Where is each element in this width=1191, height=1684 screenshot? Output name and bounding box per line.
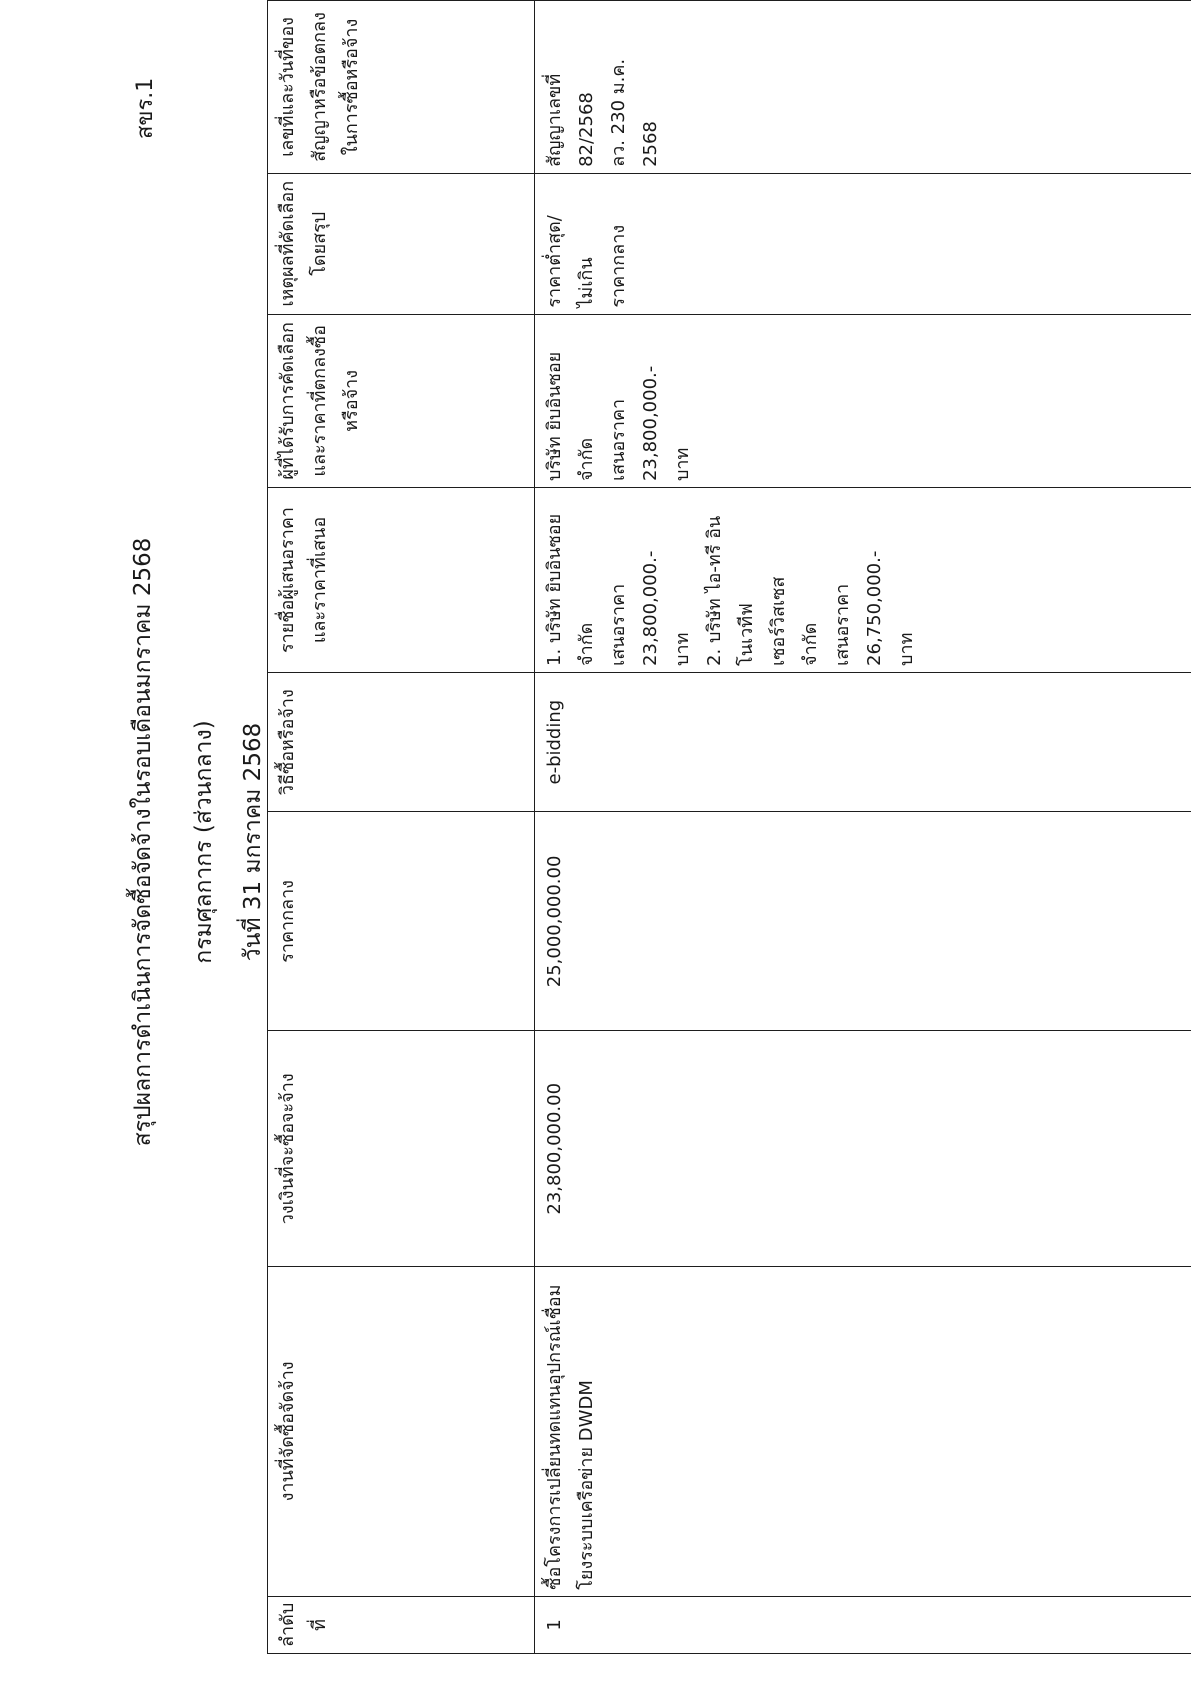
reason-line: ราคาต่ำสุด/ — [544, 215, 565, 308]
contract-line: 2568 — [640, 121, 661, 167]
col-header-method: วิธีซื้อหรือจ้าง — [268, 672, 535, 811]
contract-line: ลว. 230 ม.ค. — [608, 58, 629, 167]
bidder-line: เสนอราคา — [608, 583, 629, 666]
col-header-bidders: รายชื่อผู้เสนอราคาและราคาที่เสนอ — [268, 488, 535, 673]
reason-line: ไม่เกิน — [576, 257, 597, 308]
col-header-budget: วงเงินที่จะซื้อจะจ้าง — [268, 1031, 535, 1267]
cell-contract — [535, 1, 1191, 174]
cell-budget: 23,800,000.00 — [535, 1031, 1191, 1267]
bidder-line: จำกัด — [800, 622, 821, 666]
col-header-median-price: ราคากลาง — [268, 812, 535, 1031]
bidder-line: เสนอราคา — [832, 583, 853, 666]
col-header-winner: ผู้ที่ได้รับการคัดเลือกและราคาที่ตกลงซื้อหรือจ้าง — [268, 314, 535, 487]
winner-line: 23,800,000.- — [640, 365, 661, 482]
col-header-contract: เลขที่และวันที่ของสัญญาหรือข้อตกลงในการซื้อหรือจ้าง — [268, 1, 535, 174]
contract-line: 82/2568 — [576, 92, 597, 167]
bidder-line: เซอร์วิสเซส — [768, 576, 789, 666]
cell-no: 1 — [535, 1596, 1191, 1653]
procurement-table — [267, 0, 1191, 1654]
cell-median-price: 25,000,000.00 — [535, 812, 1191, 1031]
bidder-line: 23,800,000.- — [640, 550, 661, 666]
cell-method: e-bidding — [535, 672, 1191, 811]
winner-line: บริษัท ยิบอินซอย จำกัด — [544, 351, 597, 482]
bidder-line: บาท — [896, 632, 917, 666]
cell-winner — [535, 314, 1191, 487]
bidder-line: บาท — [672, 632, 693, 666]
bidder-line: 26,750,000.- — [864, 550, 885, 666]
winner-line: เสนอราคา — [608, 398, 629, 482]
contract-line: สัญญาเลขที่ — [544, 73, 565, 167]
col-header-reason: เหตุผลที่คัดเลือกโดยสรุป — [268, 173, 535, 314]
cell-item: ซื้อโครงการเปลี่ยนทดแทนอุปกรณ์เชื่อมโยงระบบเครือข่าย DWDM — [535, 1267, 1191, 1597]
bidder-line: 2. บริษัท ไอ-ทรี อินโนเวทีฟ — [704, 515, 757, 666]
col-header-item: งานที่จัดซื้อจัดจ้าง — [268, 1267, 535, 1597]
form-code: สขร.1 — [133, 77, 158, 139]
cell-bidders — [535, 488, 1191, 673]
table-row — [535, 1, 1191, 1654]
reason-line: ราคากลาง — [608, 224, 629, 308]
document-date: วันที่ 31 มกราคม 2568 — [240, 722, 266, 962]
bidder-line: 1. บริษัท ยิบอินซอย จำกัด — [544, 513, 597, 666]
table-header-row — [268, 1, 535, 1654]
col-header-no: ลำดับที่ — [268, 1596, 535, 1653]
cell-reason — [535, 173, 1191, 314]
department-name: กรมศุลกากร (ส่วนกลาง) — [191, 720, 217, 964]
winner-line: บาท — [672, 447, 693, 482]
document-title: สรุปผลการดำเนินการจัดซื้อจัดจ้างในรอบเดือนมกราคม 2568 — [130, 537, 156, 1147]
